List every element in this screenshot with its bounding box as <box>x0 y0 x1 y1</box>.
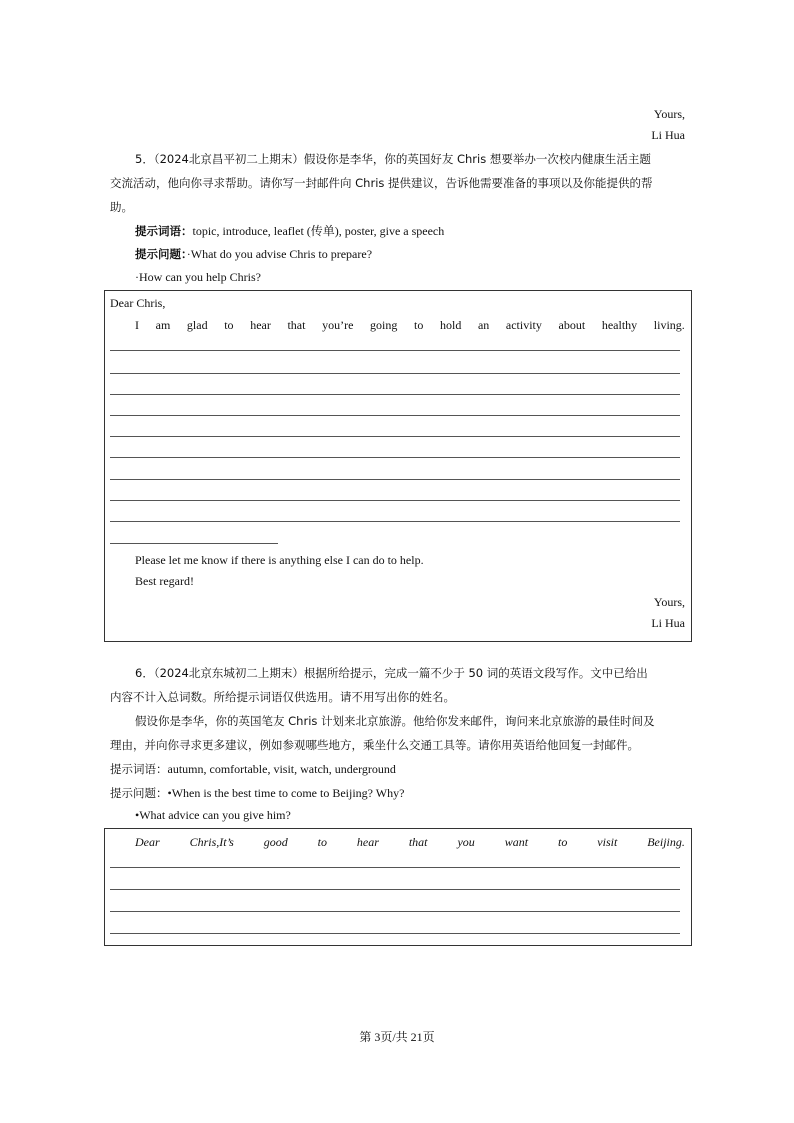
q5-opening-word: an <box>477 318 490 332</box>
q5-letter-name: Li Hua <box>651 616 685 630</box>
q5-opening-word: healthy <box>601 318 638 332</box>
answer-line[interactable] <box>110 889 680 890</box>
answer-line[interactable] <box>110 394 680 395</box>
q6-opening-word: Beijing. <box>647 835 685 849</box>
q6-opening-word: hear <box>356 835 379 849</box>
q5-hint-words <box>135 222 444 239</box>
q5-hint-words-label: 提示词语： <box>135 224 193 238</box>
q6-hint-words-text: autumn, comfortable, visit, watch, underground <box>167 762 396 776</box>
answer-line[interactable] <box>110 500 680 501</box>
q6-opening-word: Dear <box>135 835 160 849</box>
q5-opening-word: to <box>224 318 234 332</box>
q5-opening-word: hold <box>439 318 462 332</box>
q5-opening-word: glad <box>186 318 208 332</box>
q5-opening-word: I <box>135 318 139 332</box>
q6-opening-word: that <box>408 835 428 849</box>
q5-letter-closing: Yours, <box>653 595 685 609</box>
q5-letter-after-1: Please let me know if there is anything else I can do to help. <box>135 553 424 567</box>
q5-opening-word: activity <box>505 318 542 332</box>
q6-hint-question-1: •When is the best time to come to Beijing? Why? <box>167 786 405 800</box>
top-closing: Yours, <box>653 107 685 121</box>
q5-letter-after-2: Best regard! <box>135 574 194 588</box>
q6-hint-questions-label: 提示问题： <box>110 786 168 800</box>
q5-answer-box <box>104 290 692 642</box>
q5-opening-word: living. <box>653 318 685 332</box>
q6-opening-word: you <box>457 835 475 849</box>
q6-opening-word: good <box>263 835 288 849</box>
q6-hint-words-label: 提示词语： <box>110 762 168 776</box>
q5-hint-question-2: ·How can you help Chris? <box>135 270 261 284</box>
q5-hint-questions <box>135 246 372 262</box>
q5-opening-word: that <box>287 318 306 332</box>
q6-prompt-line-3: 假设你是李华，你的英国笔友 Chris 计划来北京旅游。他给你发来邮件，询问来北京旅游的最佳时间及 <box>135 714 655 728</box>
q5-letter-greeting: Dear Chris, <box>110 296 166 310</box>
q6-letter-opening <box>135 835 685 850</box>
q5-hint-questions-label: 提示问题： <box>135 247 187 261</box>
q6-hint-questions <box>110 785 404 801</box>
answer-line-short[interactable] <box>110 543 278 544</box>
q6-hint-words <box>110 761 396 777</box>
top-signature-name: Li Hua <box>651 128 685 142</box>
q6-opening-word: Chris,It’s <box>189 835 234 849</box>
q6-opening-word: to <box>558 835 568 849</box>
q5-opening-word: to <box>414 318 424 332</box>
q5-prompt-line-3: 助。 <box>110 200 133 214</box>
q5-letter-opening <box>135 318 685 333</box>
q6-hint-question-2: •What advice can you give him? <box>135 808 291 822</box>
q6-opening-word: visit <box>597 835 618 849</box>
answer-line[interactable] <box>110 350 680 351</box>
answer-line[interactable] <box>110 479 680 480</box>
q5-prompt-line-2: 交流活动，他向你寻求帮助。请你写一封邮件向 Chris 提供建议，告诉他需要准备的事项以及你能提供的帮 <box>110 176 653 190</box>
page-number: 第 3页/共 21页 <box>359 1030 435 1044</box>
q5-hint-question-1: ·What do you advise Chris to prepare? <box>186 247 373 261</box>
answer-line[interactable] <box>110 867 680 868</box>
q6-prompt-line-4: 理由，并向你寻求更多建议，例如参观哪些地方，乘坐什么交通工具等。请你用英语给他回复一封邮件。 <box>110 738 639 752</box>
answer-line[interactable] <box>110 415 680 416</box>
q5-opening-word: hear <box>250 318 271 332</box>
q5-opening-word: am <box>155 318 171 332</box>
answer-line[interactable] <box>110 436 680 437</box>
q6-prompt-line-1: 6．（2024北京东城初二上期末）根据所给提示，完成一篇不少于 50 词的英语文段写作。文中已给出 <box>135 666 648 680</box>
answer-line[interactable] <box>110 521 680 522</box>
q5-prompt-line-1: 5．（2024北京昌平初二上期末）假设你是李华，你的英国好友 Chris 想要举办一次校内健康生活主题 <box>135 152 651 166</box>
answer-line[interactable] <box>110 933 680 934</box>
q6-prompt-line-2: 内容不计入总词数。所给提示词语仅供选用。请不用写出你的姓名。 <box>110 690 455 704</box>
q5-opening-word: you’re <box>322 318 354 332</box>
q6-opening-word: to <box>317 835 327 849</box>
q5-hint-words-text: topic, introduce, leaflet (传单), poster, give a speech <box>192 224 445 238</box>
answer-line[interactable] <box>110 457 680 458</box>
answer-line[interactable] <box>110 911 680 912</box>
q5-opening-word: about <box>558 318 586 332</box>
q5-opening-word: going <box>370 318 398 332</box>
answer-line[interactable] <box>110 373 680 374</box>
q6-opening-word: want <box>504 835 529 849</box>
